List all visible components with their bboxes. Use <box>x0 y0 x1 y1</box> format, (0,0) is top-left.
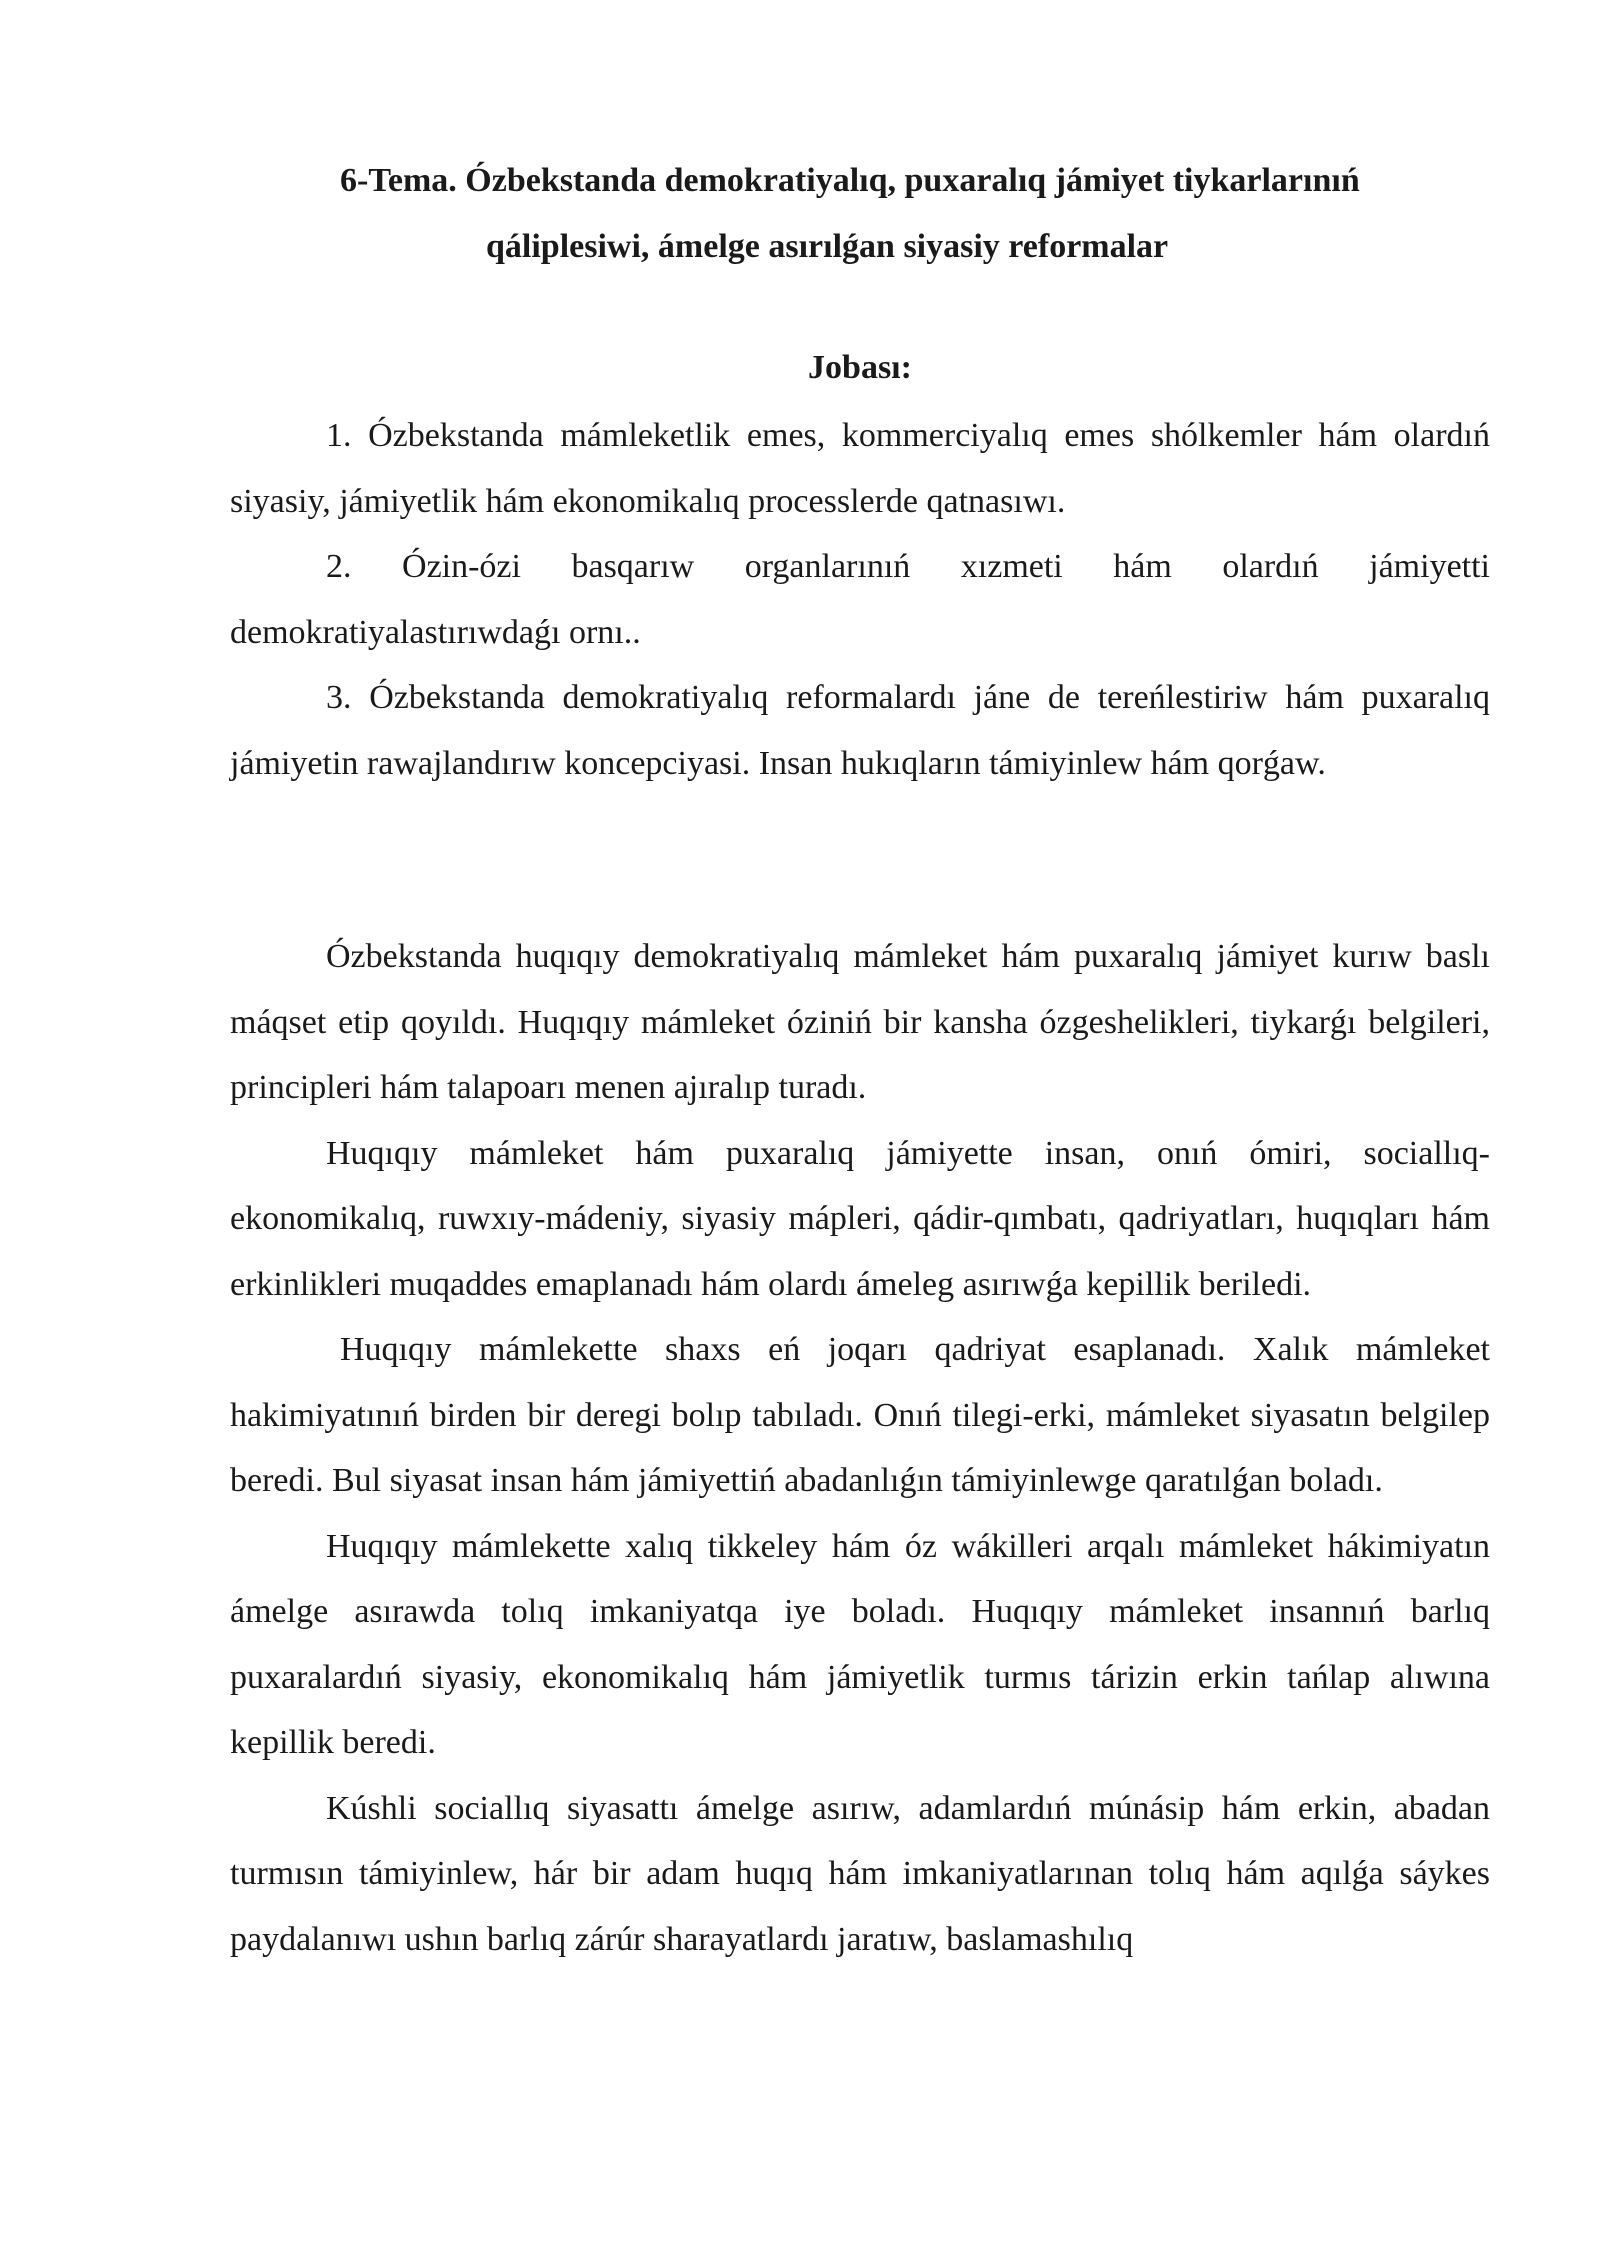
body-paragraph-3: Huqıqıy mámlekette shaxs eń joqarı qadriyat esaplanadı. Xalık mámleket hakimiyatınıń birden bir deregi bolıp tabıladı. Onıń tilegi-erki, mámleket siyasatın belgilep beredi. Bul siyasat insan hám jámiyettiń abadanlıǵın támiyinlewge qaratılǵan boladı. <box>230 1331 1490 1499</box>
plan-list <box>230 403 1490 796</box>
title-line-2: qáliplesiwi, ámelge asırılǵan siyasiy reformalar <box>486 228 1169 265</box>
plan-item-1: 1. Ózbekstanda mámleketlik emes, kommerciyalıq emes shólkemler hám olardıń siyasiy, jámiyetlik hám ekonomikalıq processlerde qatnasıwı. <box>230 417 1490 520</box>
body-text <box>230 924 1490 1972</box>
body-paragraph-5: Kúshli sociallıq siyasattı ámelge asırıw, adamlardıń múnásip hám erkin, abadan turmısın támiyinlew, hár bir adam huqıq hám imkaniyatlarınan tolıq hám aqılǵa sáykes paydalanıwı ushın barlıq zárúr sharayatlardı jaratıw, baslamashılıq <box>230 1789 1490 1958</box>
body-paragraph-1: Ózbekstanda huqıqıy demokratiyalıq mámleket hám puxaralıq jámiyet kurıw baslı máqset etip qoyıldı. Huqıqıy mámleket óziniń bir kansha ózgeshelikleri, tiykarǵı belgileri, principleri hám talapoarı menen ajıralıp turadı. <box>230 938 1490 1106</box>
body-paragraph-2: Huqıqıy mámleket hám puxaralıq jámiyette insan, onıń ómiri, sociallıq-ekonomikalıq, ruwxıy-mádeniy, siyasiy mápleri, qádir-qımbatı, qadriyatları, huqıqları hám erkinlikleri muqaddes emaplanadı hám olardı ámeleg asırıwǵa kepillik beriledi. <box>230 1134 1490 1303</box>
title-line-1: 6-Tema. Ózbekstanda demokratiyalıq, puxaralıq jámiyet tiykarlarınıń <box>340 162 1360 199</box>
plan-heading: Jobası: <box>808 349 912 386</box>
document-title <box>340 148 1500 280</box>
body-paragraph-4: Huqıqıy mámlekette xalıq tikkeley hám óz wákilleri arqalı mámleket hákimiyatın ámelge asırawda tolıq imkaniyatqa iye boladı. Huqıqıy mámleket insannıń barlıq puxaralardıń siyasiy, ekonomikalıq hám jámiyetlik turmıs tárizin erkin tańlap alıwına kepillik beredi. <box>230 1527 1490 1761</box>
plan-item-3: 3. Ózbekstanda demokratiyalıq reformalardı jáne de tereńlestiriw hám puxaralıq jámiyetin rawajlandırıw koncepciyasi. Insan hukıqların támiyinlew hám qorǵaw. <box>230 679 1490 782</box>
plan-item-2: 2. Ózin-ózi basqarıw organlarınıń xızmeti hám olardıń jámiyetti demokratiyalastırıwdaǵı ornı.. <box>230 548 1490 651</box>
